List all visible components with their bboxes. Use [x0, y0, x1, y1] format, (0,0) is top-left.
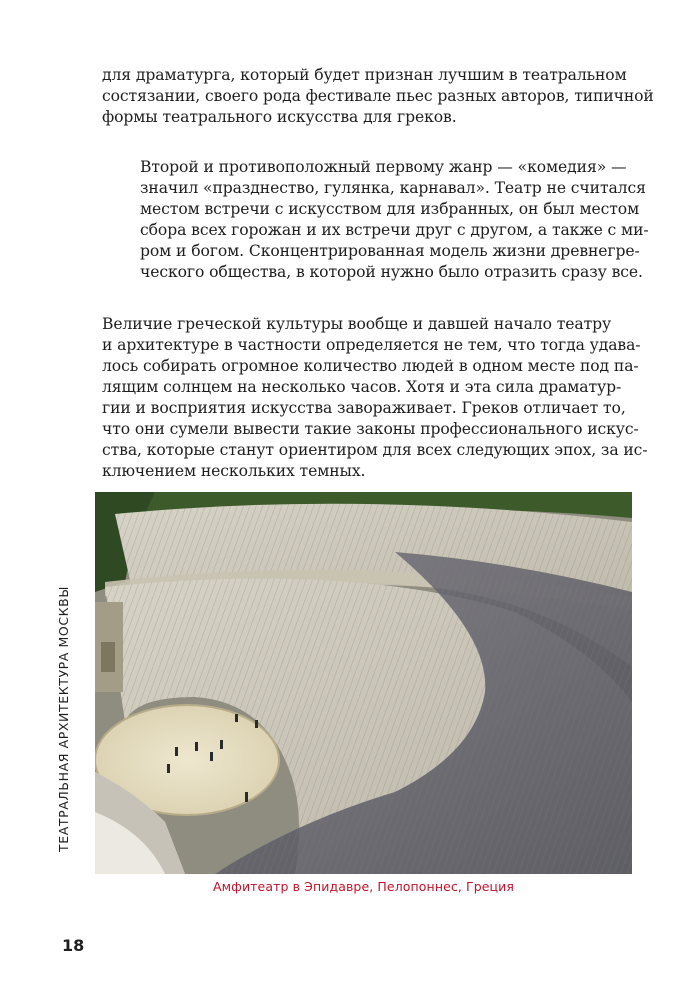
- amphitheater-photo: [95, 492, 632, 874]
- running-title: ТЕАТРАЛЬНАЯ АРХИТЕКТУРА МОСКВЫ: [56, 586, 71, 852]
- text-line: ром и богом. Сконцентрированная модель жизни древнегре-: [140, 242, 640, 260]
- amphitheater-illustration: [95, 492, 632, 874]
- text-line: ческого общества, в которой нужно было отразить сразу все.: [140, 263, 643, 281]
- text-line: лящим солнцем на несколько часов. Хотя и эта сила драматур-: [102, 378, 622, 396]
- text-line: и архитектуре в частности определяется не тем, что тогда удава-: [102, 336, 641, 354]
- text-line: ства, которые станут ориентиром для всех следующих эпох, за ис-: [102, 441, 648, 459]
- photo-caption: Амфитеатр в Эпидавре, Пелопоннес, Греция: [212, 879, 515, 894]
- page-number: 18: [62, 936, 85, 955]
- paragraph-intro: [102, 65, 654, 128]
- text-line: гии и восприятия искусства завораживает. Греков отличает то,: [102, 399, 626, 417]
- text-line: для драматурга, который будет признан лучшим в театральном: [102, 66, 627, 84]
- text-line: формы театрального искусства для греков.: [102, 108, 457, 126]
- text-line: ключением нескольких темных.: [102, 462, 366, 480]
- paragraph-main: [102, 314, 648, 482]
- text-line: Второй и противоположный первому жанр — «комедия» —: [140, 158, 627, 176]
- text-line: лось собирать огромное количество людей в одном месте под па-: [102, 357, 639, 375]
- text-line: состязании, своего рода фестивале пьес разных авторов, типичной: [102, 87, 654, 105]
- scene-ruin-detail: [101, 642, 115, 672]
- text-line: сбора всех горожан и их встречи друг с другом, а также с ми-: [140, 221, 649, 239]
- text-line: значил «празднество, гулянка, карнавал». Театр не считался: [140, 179, 646, 197]
- text-line: местом встречи с искусством для избранных, он был местом: [140, 200, 640, 218]
- text-line: что они сумели вывести такие законы профессионального искус-: [102, 420, 639, 438]
- text-line: Величие греческой культуры вообще и давшей начало театру: [102, 315, 612, 333]
- indented-quote: [140, 157, 649, 283]
